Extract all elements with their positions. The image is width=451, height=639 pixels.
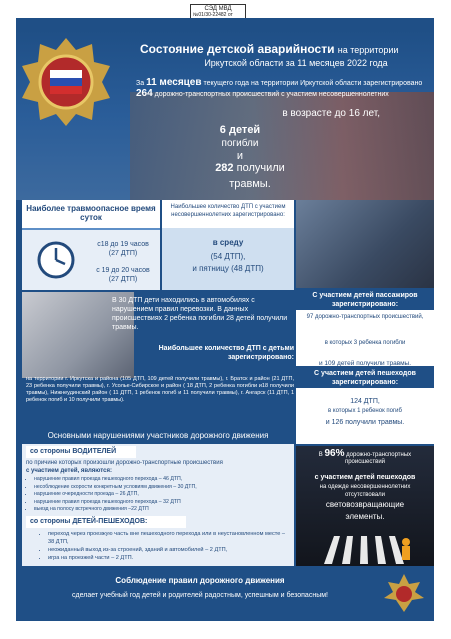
traffic-police-emblem-icon	[20, 36, 112, 128]
day-1-count: (54 ДТП),	[210, 252, 246, 261]
injured-count: 282 получили	[215, 162, 285, 174]
kids-in-car-photo	[296, 200, 434, 288]
pedestrians-violations-head: со стороны ДЕТЕЙ-ПЕШЕХОДОВ:	[26, 516, 186, 528]
seat-violation-text: В 30 ДТП дети находились в автомобилях с нарушением правил перевозки. В данных происшествиях 2 ребенка погибли 28 детей получили травмы.	[112, 297, 288, 331]
clock-icon	[36, 240, 76, 280]
day-2: и пятницу (48 ДТП)	[192, 264, 264, 273]
list-item: • игра на проезжей части – 2 ДТП.	[48, 554, 290, 562]
night-line-6: световозвращающие	[325, 500, 405, 509]
night-pct: В 96% дорожно-транспортных происшествий	[318, 448, 412, 465]
list-item: • нарушение правил проезда пешеходного перехода – 32 ДТП	[34, 499, 290, 507]
age-text: в возрасте до 16 лет,	[282, 108, 380, 119]
and-label: и	[236, 150, 244, 162]
stamp-org: СЭД МВД	[204, 6, 232, 12]
lead-text: За 11 месяцев текущего года на территории Иркутской области зарегистрировано 264 дорожно-транспортных происшествий с участием несовершеннолетних	[136, 77, 423, 99]
drivers-list	[26, 476, 290, 514]
killed-label: погибли	[221, 138, 259, 149]
pedestrians-line-2: в которых 1 ребенок погиб	[328, 408, 402, 414]
passengers-line-2: в которых 3 ребенка погибли	[324, 340, 406, 346]
violations-head: Основными нарушениями участников дорожного движения	[22, 428, 294, 444]
day-block-head: Наибольшее количество ДТП с участием несовершеннолетних зарегистрировано:	[162, 200, 294, 228]
passengers-line-3: и 109 детей получили травмы.	[318, 360, 412, 367]
passengers-head: С участием детей пассажиров зарегистрировано:	[296, 290, 434, 310]
pedestrians-head: С участием детей пешеходов зарегистрировано:	[296, 368, 434, 388]
pedestrians-line-1: 124 ДТП,	[350, 398, 380, 405]
list-item: • несоблюдение скорости конкретным условиям движения – 30 ДТП,	[34, 484, 290, 492]
time-block-head: Наиболее травмоопасное время суток	[22, 200, 160, 230]
most-regions-head: Наибольшее количество ДТП с детьми зарегистрировано:	[158, 345, 294, 361]
page-title: Состояние детской аварийности на территории	[140, 42, 399, 56]
page-subtitle: Иркутской области за 11 месяцев 2022 года	[204, 58, 388, 68]
drivers-head: со стороны ВОДИТЕЛЕЙ	[26, 446, 136, 458]
night-line-5: отсутствовали	[344, 492, 386, 498]
night-line-3: с участием детей пешеходов	[314, 474, 416, 481]
eagle-emblem-icon	[382, 572, 426, 614]
passengers-line-1: 97 дорожно-транспортных происшествий,	[306, 314, 424, 320]
pedestrians-line-3: и 126 получили травмы.	[325, 419, 405, 426]
night-line-7: элементы.	[345, 512, 385, 521]
pedestrians-violations-list	[26, 530, 290, 562]
crosswalk-icon	[314, 528, 422, 564]
footer-title: Соблюдение правил дорожного движения	[115, 576, 285, 585]
time-range-2: с 19 до 20 часов (27 ДТП)	[96, 267, 150, 283]
injuries-label: травмы.	[229, 178, 271, 190]
drivers-sub: с участием детей, являются:	[26, 468, 112, 474]
list-item: • выезд на полосу встречного движения –22 ДТП	[34, 506, 290, 514]
drivers-text: по причине которых произошли дорожно-транспортные происшествия	[26, 460, 223, 466]
killed-count: 6 детей	[219, 124, 261, 136]
regions-text: на территории г. Иркутска и района (105 ДТП, 109 детей получили травмы), г. Братск и район (21 ДТП, 23 ребенка получили травмы), г. Усолье-Сибирское и район ( 18 ДТП, 2 ребенка погибли и18 получили травмы), Нижнеудинский район ( 11 ДТП, 1 ребенок погиб и 11 получили травмы), г. Ангарск (11 ДТП, 1 ребенок погиб и 10 получили травмы).	[26, 376, 294, 403]
night-line-4: на одежде несовершеннолетних	[319, 484, 411, 490]
stamp-number: №01/30-22482 от	[193, 12, 233, 18]
footer-text: сделает учебный год детей и родителей радостным, успешным и безопасным!	[72, 592, 328, 599]
list-item: • неожиданный выход из-за строений, зданий и автомобилей – 2 ДТП,	[48, 546, 290, 554]
list-item: • нарушение очередности проезда – 26 ДТП,	[34, 491, 290, 499]
list-item: • нарушение правил проезда пешеходного перехода – 46 ДТП,	[34, 476, 290, 484]
time-range-1: с18 до 19 часов (27 ДТП)	[97, 241, 149, 257]
list-item: • переход через проезжую часть вне пешеходного перехода или в неустановленном месте – 38 ДТП,	[48, 530, 290, 546]
day-1: в среду	[212, 238, 244, 247]
